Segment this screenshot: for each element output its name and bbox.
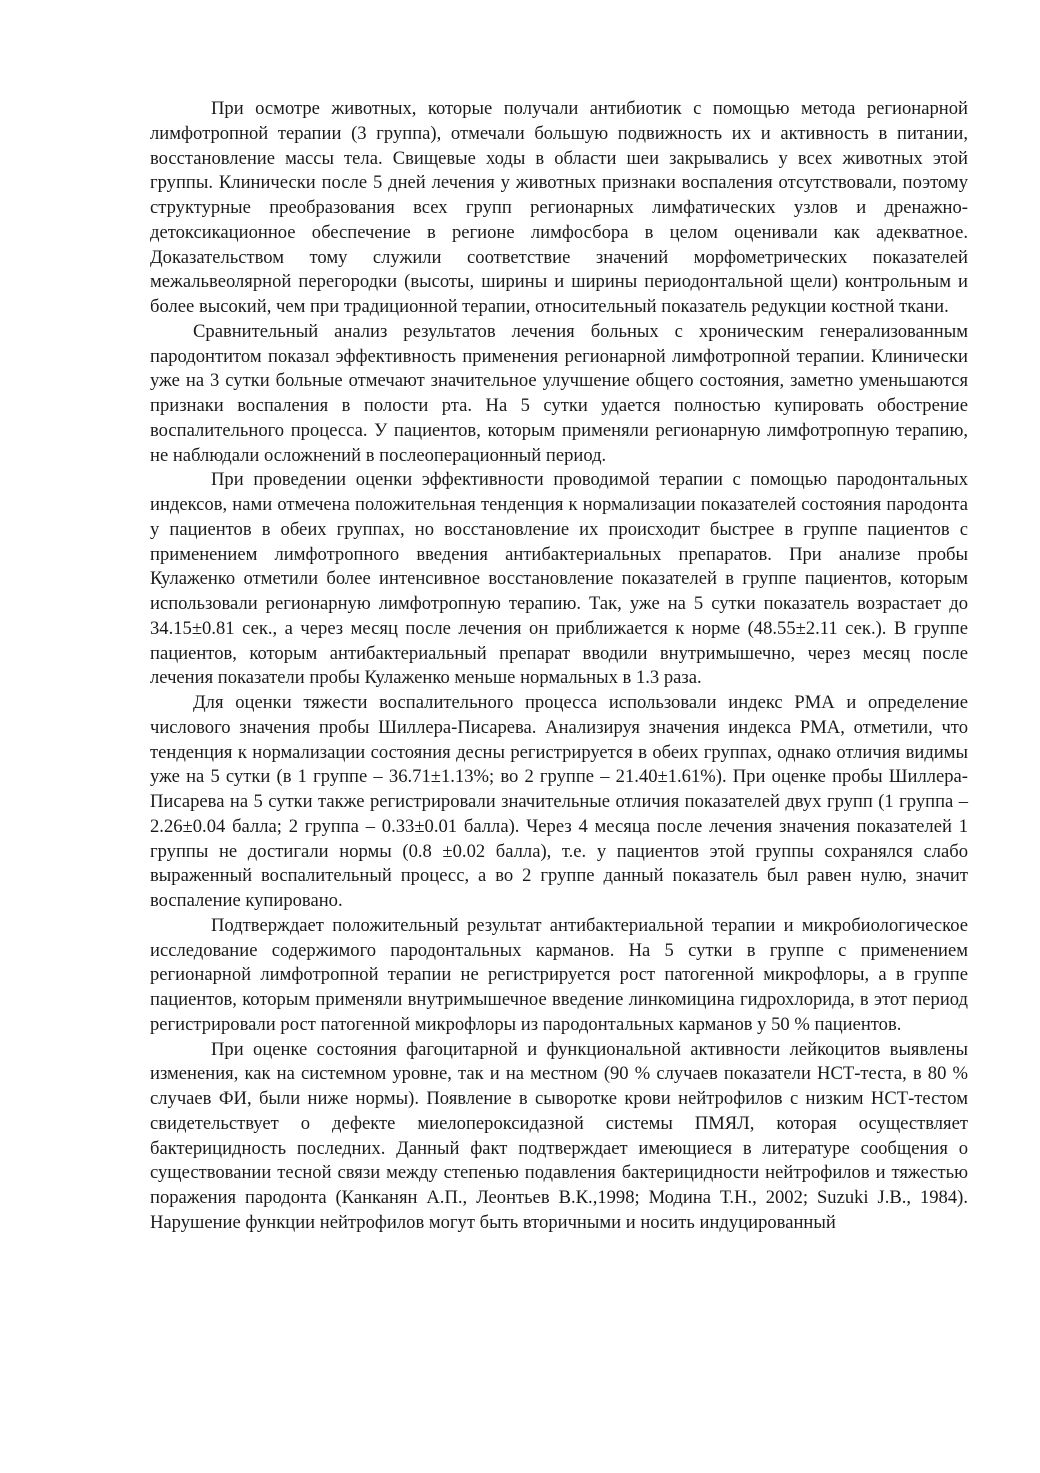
paragraph-inflammation-severity: Для оценки тяжести воспалительного процесса использовали индекс РМА и определение числового значения пробы Шиллера-Писарева. Анализируя значения индекса РМА, отметили, что тенденция к нормализации состояния десны регистрируется в обеих группах, однако отличия видимы уже на 5 сутки (в 1 группе – 36.71±1.13%; во 2 группе – 21.40±1.61%). При оценке пробы Шиллера-Писарева на 5 сутки также регистрировали значительные отличия показателей двух групп (1 группа – 2.26±0.04 балла; 2 группа – 0.33±0.01 балла). Через 4 месяца после лечения значения показателей 1 группы не достигали нормы (0.8 ±0.02 балла), т.е. у пациентов этой группы сохранялся слабо выраженный воспалительный процесс, а во 2 группе данный показатель был равен нулю, значит воспаление купировано.: [150, 692, 968, 911]
paragraph-periodontal-indices: При проведении оценки эффективности проводимой терапии с помощью пародонтальных индексов, нами отмечена положительная тенденция к нормализации показателей состояния пародонта у пациентов в обеих группах, но восстановление их происходит быстрее в группе пациентов с применением лимфотропного введения антибактериальных препаратов. При анализе пробы Кулаженко отметили более интенсивное восстановление показателей в группе пациентов, которым использовали регионарную лимфотропную терапию. Так, уже на 5 сутки показатель возрастает до 34.15±0.81 сек., а через месяц после лечения он приближается к норме (48.55±2.11 сек.). В группе пациентов, которым антибактериальный препарат вводили внутримышечно, через месяц после лечения показатели пробы Кулаженко меньше нормальных в 1.3 раза.: [150, 469, 968, 689]
paragraph-microbiological-study: Подтверждает положительный результат антибактериальной терапии и микробиологическое исследование содержимого пародонтальных карманов. На 5 сутки в группе с применением регионарной лимфотропной терапии не регистрируется рост патогенной микрофлоры, а в группе пациентов, которым применяли внутримышечное введение линкомицина гидрохлорида, в этот период регистрировали рост патогенной микрофлоры из пародонтальных карманов у 50 % пациентов.: [150, 914, 968, 1035]
document-page: [150, 97, 968, 1236]
paragraph-comparative-analysis: Сравнительный анализ результатов лечения больных с хроническим генерализованным пародонтитом показал эффективность применения регионарной лимфотропной терапии. Клинически уже на 3 сутки больные отмечают значительное улучшение общего состояния, заметно уменьшаются признаки воспаления в полости рта. На 5 сутки удается полностью купировать обострение воспалительного процесса. У пациентов, которым применяли регионарную лимфотропную терапию, не наблюдали осложнений в послеоперационный период.: [150, 320, 968, 466]
paragraph-animal-observation: При осмотре животных, которые получали антибиотик с помощью метода регионарной лимфотропной терапии (3 группа), отмечали большую подвижность их и активность в питании, восстановление массы тела. Свищевые ходы в области шеи закрывались у всех животных этой группы. Клинически после 5 дней лечения у животных признаки воспаления отсутствовали, поэтому структурные преобразования всех групп регионарных лимфатических узлов и дренажно-детоксикационное обеспечение в регионе лимфосбора в целом оценивали как адекватное. Доказательством тому служили соответствие значений морфометрических показателей межальвеолярной перегородки (высоты, ширины и ширины периодонтальной щели) контрольным и более высокий, чем при традиционной терапии, относительный показатель редукции костной ткани.: [150, 98, 968, 317]
paragraph-phagocytic-activity: При оценке состояния фагоцитарной и функциональной активности лейкоцитов выявлены изменения, как на системном уровне, так и на местном (90 % случаев показатели НСТ-теста, в 80 % случаев ФИ, были ниже нормы). Появление в сыворотке крови нейтрофилов с низким НСТ-тестом свидетельствует о дефекте миелопероксидазной системы ПМЯЛ, которая осуществляет бактерицидность последних. Данный факт подтверждает имеющиеся в литературе сообщения о существовании тесной связи между степенью подавления бактерицидности нейтрофилов и тяжестью поражения пародонта (Канканян А.П., Леонтьев В.К.,1998; Модина Т.Н., 2002; Suzuki J.B., 1984). Нарушение функции нейтрофилов могут быть вторичными и носить индуцированный: [150, 1038, 968, 1233]
